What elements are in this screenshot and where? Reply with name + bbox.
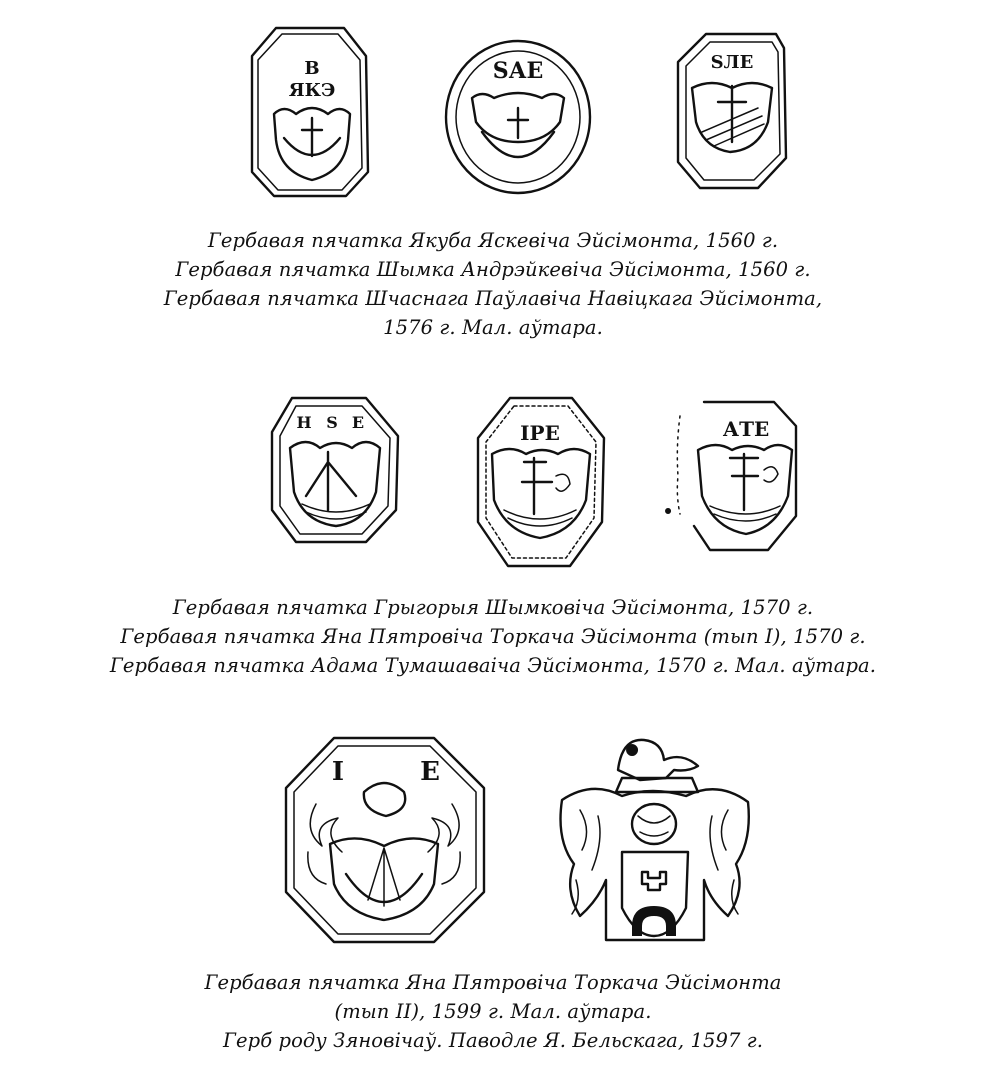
seal-letters: ЅЛЕ [710,52,754,73]
seal-letters: АТЕ [722,417,770,441]
seal-jakub-jaskievich [248,22,372,200]
caption-line: (тып II), 1599 г. Мал. аўтара. [334,1000,652,1023]
caption-line: Гербавая пячатка Якуба Яскевіча Эйсімонта, 1560 г. [207,229,779,252]
caption-group-2 [0,593,986,680]
seal-letters: I [331,757,345,787]
caption-line: Герб роду Зяновічаў. Паводле Я. Бельскага, 1597 г. [222,1029,764,1052]
caption-line: Гербавая пячатка Шымка Андрэйкевіча Эйсімонта, 1560 г. [175,258,811,281]
seal-letters: ЅАЕ [492,58,544,84]
seal-adam-tumashavaich [664,396,804,556]
seal-letters: IPE [520,421,560,445]
seal-hryhory-shymkovich [266,392,402,548]
caption-line: Гербавая пячатка Грыгорыя Шымковіча Эйсімонта, 1570 г. [172,596,814,619]
seal-jan-torkach-type-2 [282,734,488,946]
seal-letters: Н [296,413,312,432]
seal-letters: Ѕ [326,413,338,432]
seal-letters: Е [351,413,365,432]
seal-jan-torkach-type-1 [470,392,610,572]
caption-line: Гербавая пячатка Яна Пятровіча Торкача Эйсімонта [204,971,782,994]
seal-letters: E [420,757,440,787]
seal-shchasny-paulavich [672,28,790,194]
seal-letters: В [304,58,320,79]
coat-of-arms-zianovich [552,730,758,948]
caption-line: Гербавая пячатка Яна Пятровіча Торкача Эйсімонта (тып I), 1570 г. [120,625,866,648]
caption-line: 1576 г. Мал. аўтара. [383,316,603,339]
seal-shymko-andreikievich [442,38,594,196]
caption-line: Гербавая пячатка Адама Тумашаваіча Эйсімонта, 1570 г. Мал. аўтара. [109,654,877,677]
seal-letters: ЯКЭ [288,80,336,101]
caption-line: Гербавая пячатка Шчаснага Паўлавіча Навіцкага Эйсімонта, [163,287,823,310]
caption-group-1 [0,226,986,342]
caption-group-3 [0,968,986,1055]
